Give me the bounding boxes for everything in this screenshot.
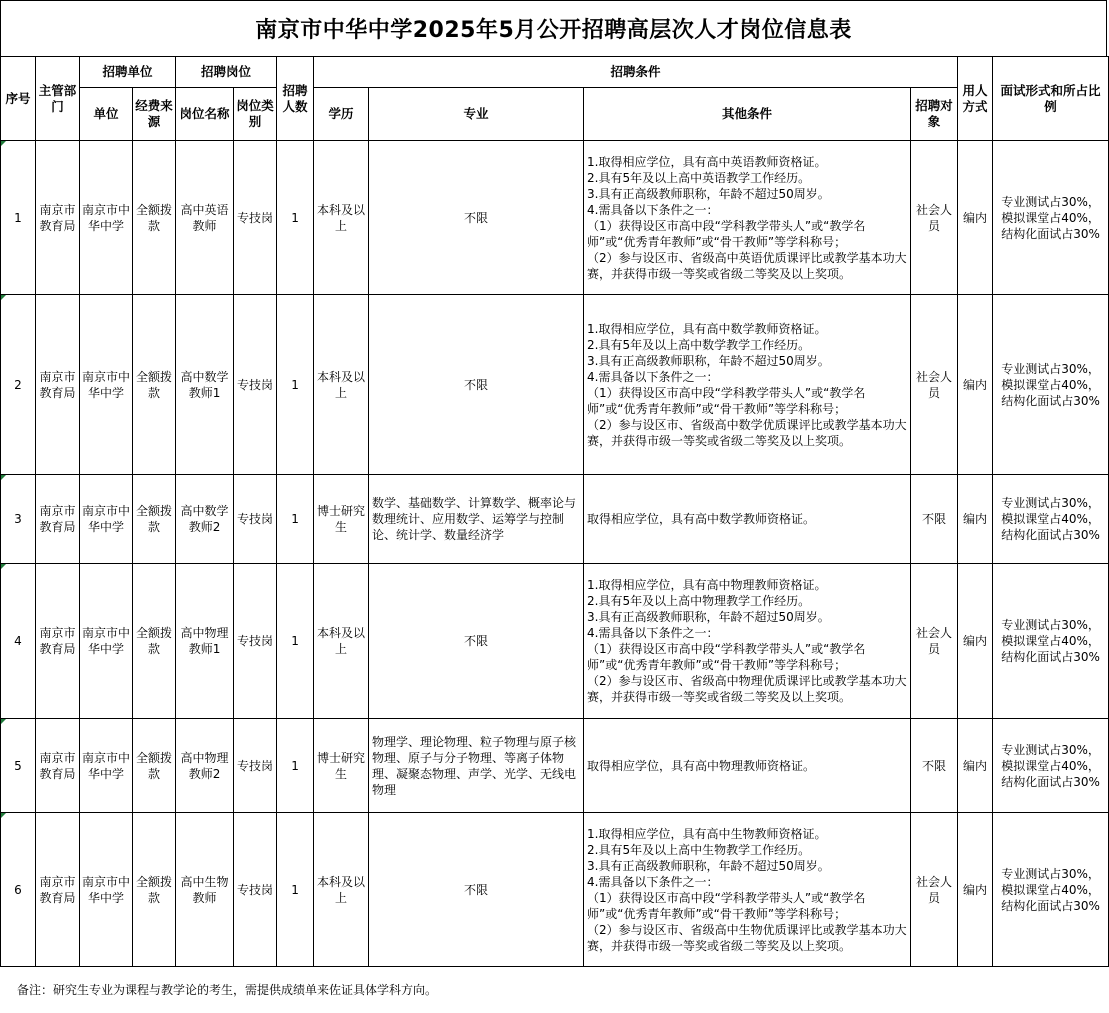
cell-seq: 1 [1, 141, 36, 295]
cell-fund: 全额拨款 [133, 475, 176, 564]
header-edu: 学历 [314, 88, 369, 141]
cell-other-conditions [584, 141, 911, 295]
condition-line: （1）获得设区市高中段“学科教学带头人”或“教学名师”或“优秀青年教师”或“骨干教师”等学科称号； [587, 890, 866, 921]
cell-unit: 南京市中华中学 [80, 141, 133, 295]
cell-other-conditions [584, 719, 911, 813]
cell-edu: 本科及以上 [314, 813, 369, 967]
cell-major: 数学、基础数学、计算数学、概率论与数理统计、应用数学、运筹学与控制论、统计学、数量经济学 [369, 475, 584, 564]
interview-line: 模拟课堂占40%， [1001, 377, 1100, 392]
header-dept: 主管部门 [36, 57, 80, 141]
condition-line: （1）获得设区市高中段“学科教学带头人”或“教学名师”或“优秀青年教师”或“骨干教师”等学科称号； [587, 385, 866, 416]
cell-unit: 南京市中华中学 [80, 475, 133, 564]
cell-count: 1 [277, 141, 314, 295]
cell-dept: 南京市教育局 [36, 475, 80, 564]
header-target: 招聘对象 [911, 88, 958, 141]
interview-line: 专业测试占30%， [1001, 866, 1100, 881]
cell-count: 1 [277, 813, 314, 967]
cell-dept: 南京市教育局 [36, 564, 80, 719]
cell-other-conditions [584, 564, 911, 719]
cell-major: 不限 [369, 813, 584, 967]
condition-line: 3.具有正高级教师职称，年龄不超过50周岁。 [587, 610, 830, 624]
condition-line: 取得相应学位，具有高中数学教师资格证。 [587, 512, 816, 526]
condition-line: （1）获得设区市高中段“学科教学带头人”或“教学名师”或“优秀青年教师”或“骨干教师”等学科称号； [587, 642, 866, 672]
condition-line: 取得相应学位，具有高中物理教师资格证。 [587, 758, 816, 773]
header-count: 招聘人数 [277, 57, 314, 141]
cell-method: 编内 [958, 719, 993, 813]
header-unit-group: 招聘单位 [80, 57, 176, 88]
condition-line: （2）参与设区市、省级高中数学优质课评比或教学基本功大赛，并获得市级一等奖或省级二等奖及以上奖项。 [587, 417, 907, 448]
cell-fund: 全额拨款 [133, 813, 176, 967]
cell-fund: 全额拨款 [133, 719, 176, 813]
header-interview: 面试形式和所占比例 [993, 57, 1109, 141]
cell-edu: 本科及以上 [314, 295, 369, 475]
cell-post-type: 专技岗 [234, 295, 277, 475]
cell-post-name: 高中数学教师2 [176, 475, 234, 564]
cell-dept: 南京市教育局 [36, 141, 80, 295]
condition-line: （2）参与设区市、省级高中英语优质课评比或教学基本功大赛，并获得市级一等奖或省级二等奖及以上奖项。 [587, 250, 907, 281]
cell-interview [993, 295, 1109, 475]
interview-line: 模拟课堂占40%， [1001, 758, 1100, 773]
cell-post-type: 专技岗 [234, 719, 277, 813]
condition-line: 4.需具备以下条件之一： [587, 369, 719, 384]
cell-dept: 南京市教育局 [36, 813, 80, 967]
cell-target: 社会人员 [911, 813, 958, 967]
table-row [1, 295, 1109, 475]
condition-line: 3.具有正高级教师职称，年龄不超过50周岁。 [587, 353, 830, 368]
interview-line: 模拟课堂占40%， [1001, 634, 1100, 648]
cell-target: 社会人员 [911, 564, 958, 719]
interview-line: 结构化面试占30% [1001, 898, 1100, 913]
cell-seq: 2 [1, 295, 36, 475]
cell-seq: 5 [1, 719, 36, 813]
condition-line: 4.需具备以下条件之一： [587, 202, 719, 217]
cell-target: 社会人员 [911, 141, 958, 295]
interview-line: 专业测试占30%， [1001, 496, 1100, 510]
cell-post-name: 高中英语教师 [176, 141, 234, 295]
interview-line: 结构化面试占30% [1001, 650, 1100, 664]
header-fund: 经费来源 [133, 88, 176, 141]
cell-method: 编内 [958, 564, 993, 719]
interview-line: 结构化面试占30% [1001, 393, 1100, 408]
cell-dept: 南京市教育局 [36, 719, 80, 813]
header-cond-group: 招聘条件 [314, 57, 958, 88]
cell-post-type: 专技岗 [234, 564, 277, 719]
condition-line: 1.取得相应学位，具有高中物理教师资格证。 [587, 578, 827, 592]
header-seq: 序号 [1, 57, 36, 141]
cell-unit: 南京市中华中学 [80, 295, 133, 475]
footnote: 备注：研究生专业为课程与教学论的考生，需提供成绩单来佐证具体学科方向。 [17, 983, 438, 997]
cell-dept: 南京市教育局 [36, 295, 80, 475]
cell-major: 不限 [369, 141, 584, 295]
condition-line: 2.具有5年及以上高中英语教学工作经历。 [587, 170, 811, 185]
cell-edu: 博士研究生 [314, 719, 369, 813]
cell-unit: 南京市中华中学 [80, 719, 133, 813]
cell-seq: 3 [1, 475, 36, 564]
cell-fund: 全额拨款 [133, 295, 176, 475]
cell-post-name: 高中数学教师1 [176, 295, 234, 475]
table-row [1, 141, 1109, 295]
header-post-type: 岗位类别 [234, 88, 277, 141]
cell-other-conditions [584, 475, 911, 564]
cell-interview [993, 719, 1109, 813]
condition-line: （1）获得设区市高中段“学科教学带头人”或“教学名师”或“优秀青年教师”或“骨干教师”等学科称号； [587, 218, 866, 249]
cell-fund: 全额拨款 [133, 564, 176, 719]
cell-interview [993, 813, 1109, 967]
interview-line: 结构化面试占30% [1001, 528, 1100, 542]
cell-post-type: 专技岗 [234, 141, 277, 295]
condition-line: 1.取得相应学位，具有高中生物教师资格证。 [587, 826, 827, 841]
interview-line: 专业测试占30%， [1001, 618, 1100, 632]
cell-count: 1 [277, 475, 314, 564]
condition-line: 3.具有正高级教师职称，年龄不超过50周岁。 [587, 186, 830, 201]
cell-post-type: 专技岗 [234, 475, 277, 564]
header-post-group: 招聘岗位 [176, 57, 277, 88]
cell-interview [993, 564, 1109, 719]
cell-method: 编内 [958, 813, 993, 967]
interview-line: 结构化面试占30% [1001, 774, 1100, 789]
table-row [1, 564, 1109, 719]
cell-count: 1 [277, 564, 314, 719]
cell-major: 不限 [369, 295, 584, 475]
condition-line: 1.取得相应学位，具有高中数学教师资格证。 [587, 321, 827, 336]
interview-line: 专业测试占30%， [1001, 361, 1100, 376]
cell-major: 不限 [369, 564, 584, 719]
table-row [1, 813, 1109, 967]
header-post-name: 岗位名称 [176, 88, 234, 141]
cell-seq: 6 [1, 813, 36, 967]
condition-line: 1.取得相应学位，具有高中英语教师资格证。 [587, 154, 827, 169]
cell-unit: 南京市中华中学 [80, 564, 133, 719]
cell-post-name: 高中物理教师2 [176, 719, 234, 813]
cell-method: 编内 [958, 475, 993, 564]
condition-line: （2）参与设区市、省级高中生物优质课评比或教学基本功大赛，并获得市级一等奖或省级二等奖及以上奖项。 [587, 922, 907, 953]
condition-line: 4.需具备以下条件之一： [587, 874, 719, 889]
interview-line: 专业测试占30%， [1001, 194, 1100, 209]
header-method: 用人方式 [958, 57, 993, 141]
cell-edu: 本科及以上 [314, 141, 369, 295]
table-row [1, 475, 1109, 564]
header-other: 其他条件 [584, 88, 911, 141]
cell-method: 编内 [958, 295, 993, 475]
cell-other-conditions [584, 813, 911, 967]
interview-line: 结构化面试占30% [1001, 226, 1100, 241]
cell-seq: 4 [1, 564, 36, 719]
cell-count: 1 [277, 295, 314, 475]
cell-edu: 博士研究生 [314, 475, 369, 564]
table-title: 南京市中华中学2025年5月公开招聘高层次人才岗位信息表 [0, 0, 1107, 57]
condition-line: 2.具有5年及以上高中物理教学工作经历。 [587, 594, 811, 608]
cell-post-type: 专技岗 [234, 813, 277, 967]
interview-line: 专业测试占30%， [1001, 742, 1100, 757]
condition-line: 2.具有5年及以上高中生物教学工作经历。 [587, 842, 811, 857]
cell-other-conditions [584, 295, 911, 475]
table-row [1, 719, 1109, 813]
cell-interview [993, 475, 1109, 564]
cell-edu: 本科及以上 [314, 564, 369, 719]
cell-method: 编内 [958, 141, 993, 295]
cell-fund: 全额拨款 [133, 141, 176, 295]
cell-count: 1 [277, 719, 314, 813]
condition-line: 3.具有正高级教师职称，年龄不超过50周岁。 [587, 858, 830, 873]
interview-line: 模拟课堂占40%， [1001, 512, 1100, 526]
cell-major: 物理学、理论物理、粒子物理与原子核物理、原子与分子物理、等离子体物理、凝聚态物理、声学、光学、无线电物理 [369, 719, 584, 813]
condition-line: 2.具有5年及以上高中数学教学工作经历。 [587, 337, 811, 352]
cell-unit: 南京市中华中学 [80, 813, 133, 967]
condition-line: 4.需具备以下条件之一： [587, 626, 719, 640]
cell-interview [993, 141, 1109, 295]
cell-target: 不限 [911, 719, 958, 813]
interview-line: 模拟课堂占40%， [1001, 882, 1100, 897]
cell-target: 社会人员 [911, 295, 958, 475]
cell-post-name: 高中生物教师 [176, 813, 234, 967]
recruitment-table [0, 56, 1109, 967]
header-major: 专业 [369, 88, 584, 141]
cell-post-name: 高中物理教师1 [176, 564, 234, 719]
header-unit: 单位 [80, 88, 133, 141]
cell-target: 不限 [911, 475, 958, 564]
interview-line: 模拟课堂占40%， [1001, 210, 1100, 225]
condition-line: （2）参与设区市、省级高中物理优质课评比或教学基本功大赛，并获得市级一等奖或省级二等奖及以上奖项。 [587, 674, 907, 704]
